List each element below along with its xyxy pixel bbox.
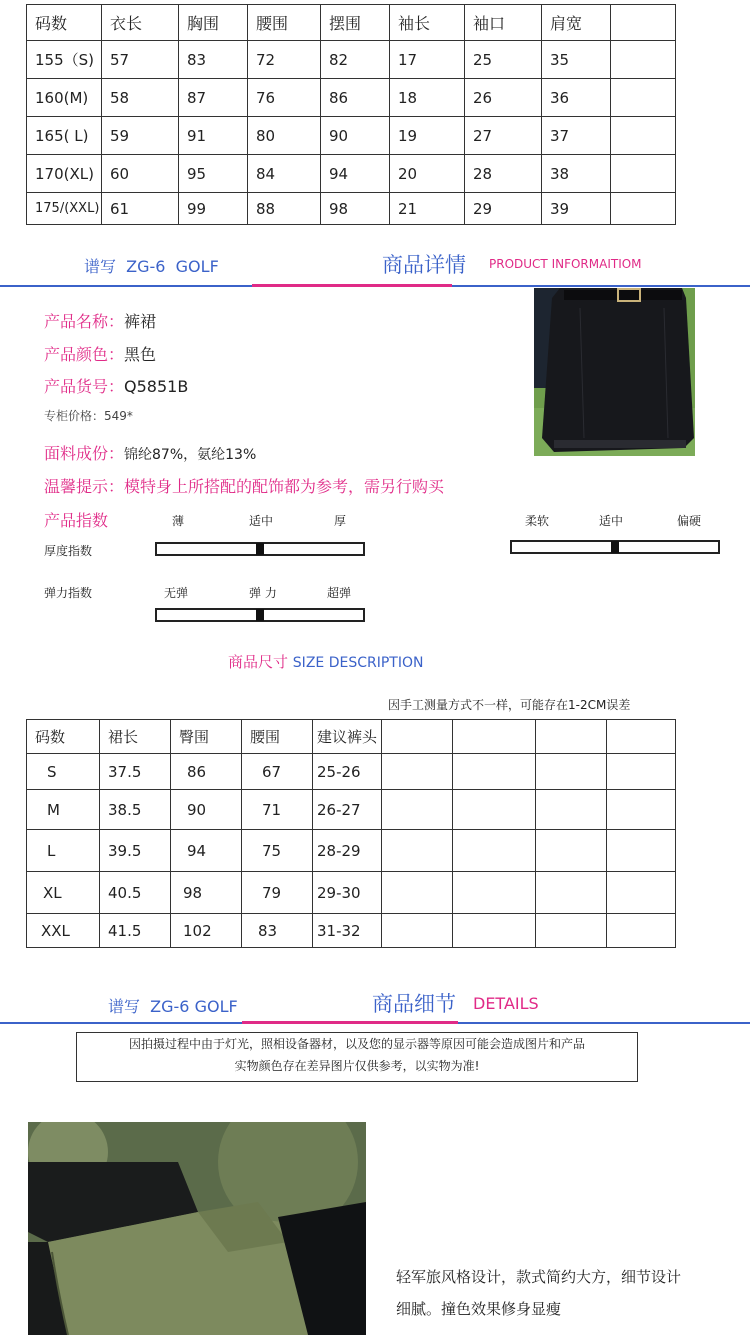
- table-cell: 35: [542, 41, 611, 79]
- header-cell: [607, 720, 676, 754]
- index-title: 产品指数: [44, 511, 109, 530]
- skirt-size-table: [26, 719, 676, 948]
- product-fabric-field: [44, 441, 256, 464]
- table-cell: 27: [465, 117, 542, 155]
- size-title-cn: 商品尺寸: [228, 653, 289, 671]
- table-cell: 88: [248, 193, 321, 225]
- measurement-note: 因手工测量方式不一样，可能存在1-2CM误差: [388, 698, 631, 712]
- section1-subtitle: PRODUCT INFORMAITIOM: [489, 257, 642, 271]
- table-cell: 86: [321, 79, 390, 117]
- table-cell: [607, 754, 676, 790]
- product-fabric-key: 面料成份：: [44, 444, 125, 463]
- table-cell: [536, 790, 607, 830]
- table-cell: [611, 79, 676, 117]
- notice-line2: 实物颜色存在差异图片仅供参考，以实物为准!: [234, 1059, 480, 1073]
- table-cell: S: [27, 754, 100, 790]
- product-color-field: [44, 342, 156, 365]
- header-cell: 胸围: [179, 5, 248, 41]
- table-cell: 98: [321, 193, 390, 225]
- softness-marker: [611, 541, 619, 553]
- table-cell: [611, 117, 676, 155]
- product-name-value: 裤裙: [124, 312, 157, 331]
- header-cell: 袖长: [390, 5, 465, 41]
- table-cell: 61: [102, 193, 179, 225]
- table-cell: 75: [242, 830, 313, 872]
- elastic-marker: [256, 609, 264, 621]
- table-row: [27, 754, 676, 790]
- table-cell: [536, 872, 607, 914]
- section2-brand: 谱写 ZG-6 GOLF: [108, 997, 238, 1016]
- table-cell: 72: [248, 41, 321, 79]
- table-cell: 165( L): [27, 117, 102, 155]
- table-cell: XL: [27, 872, 100, 914]
- product-sku-key: 产品货号：: [44, 377, 125, 396]
- table-cell: [453, 914, 536, 948]
- table-cell: 28-29: [313, 830, 382, 872]
- thickness-scale-high: 厚: [334, 514, 347, 528]
- table-cell: [536, 754, 607, 790]
- section1-accent-bar: [252, 284, 452, 287]
- table-cell: 39: [542, 193, 611, 225]
- table-cell: 37.5: [100, 754, 171, 790]
- softness-scale-high: 偏硬: [677, 514, 702, 528]
- table-cell: 95: [179, 155, 248, 193]
- elastic-scale-mid: 弹 力: [249, 586, 277, 600]
- table-cell: 80: [248, 117, 321, 155]
- table-cell: 67: [242, 754, 313, 790]
- table-cell: [453, 754, 536, 790]
- table-cell: [607, 914, 676, 948]
- table-cell: 98: [171, 872, 242, 914]
- product-tip: 温馨提示：模特身上所搭配的配饰都为参考，需另行购买: [44, 477, 445, 496]
- table-cell: XXL: [27, 914, 100, 948]
- header-cell: 码数: [27, 5, 102, 41]
- table-row: [27, 830, 676, 872]
- table-cell: 84: [248, 155, 321, 193]
- section2-accent-bar: [242, 1021, 458, 1024]
- table-row: [27, 914, 676, 948]
- product-name-key: 产品名称：: [44, 312, 125, 331]
- section2-subtitle: DETAILS: [473, 994, 539, 1013]
- table-cell: 94: [321, 155, 390, 193]
- detail-line2: 细腻。撞色效果修身显瘦: [396, 1300, 562, 1318]
- table-cell: [607, 790, 676, 830]
- table-cell: 58: [102, 79, 179, 117]
- table-cell: 60: [102, 155, 179, 193]
- table-cell: 175/(XXL): [27, 193, 102, 225]
- section1-title: 商品详情: [382, 253, 466, 277]
- table-cell: 86: [171, 754, 242, 790]
- softness-scale-mid: 适中: [599, 514, 624, 528]
- elastic-label: 弹力指数: [44, 586, 93, 600]
- section1-brand: 谱写 ZG-6 GOLF: [84, 257, 219, 276]
- header-cell: 建议裤头: [313, 720, 382, 754]
- table-cell: M: [27, 790, 100, 830]
- header-cell: [382, 720, 453, 754]
- table-cell: 31-32: [313, 914, 382, 948]
- table-cell: [382, 754, 453, 790]
- table-row: [27, 872, 676, 914]
- table-cell: 90: [321, 117, 390, 155]
- table-cell: 91: [179, 117, 248, 155]
- table-cell: [611, 193, 676, 225]
- table-cell: 83: [242, 914, 313, 948]
- header-cell: 摆围: [321, 5, 390, 41]
- header-cell: [611, 5, 676, 41]
- table-cell: 57: [102, 41, 179, 79]
- table-cell: 28: [465, 155, 542, 193]
- table-cell: 41.5: [100, 914, 171, 948]
- size-title-en: SIZE DESCRIPTION: [292, 655, 424, 671]
- header-cell: 肩宽: [542, 5, 611, 41]
- thickness-scale-bar: [155, 542, 365, 556]
- table-cell: 17: [390, 41, 465, 79]
- product-price: 专柜价格：549*: [44, 409, 133, 423]
- table-cell: [611, 41, 676, 79]
- table-cell: 26: [465, 79, 542, 117]
- table-header-row: [27, 720, 676, 754]
- table-cell: 99: [179, 193, 248, 225]
- product-photo: [534, 288, 695, 456]
- table-row: [27, 790, 676, 830]
- thickness-scale-low: 薄: [172, 514, 185, 528]
- table-cell: [382, 914, 453, 948]
- table-cell: 170(XL): [27, 155, 102, 193]
- table-cell: 160(M): [27, 79, 102, 117]
- table-cell: 79: [242, 872, 313, 914]
- table-cell: 25-26: [313, 754, 382, 790]
- table-cell: 26-27: [313, 790, 382, 830]
- table-cell: [607, 872, 676, 914]
- table-row: [27, 193, 676, 225]
- table-cell: 76: [248, 79, 321, 117]
- size-section-title: [228, 651, 423, 672]
- table-cell: 82: [321, 41, 390, 79]
- header-cell: 腰围: [248, 5, 321, 41]
- header-cell: 袖口: [465, 5, 542, 41]
- elastic-scale-high: 超弹: [327, 586, 352, 600]
- elastic-scale-low: 无弹: [164, 586, 189, 600]
- detail-line1: 轻军旅风格设计，款式简约大方，细节设计: [396, 1268, 682, 1286]
- table-cell: [453, 872, 536, 914]
- table-cell: 39.5: [100, 830, 171, 872]
- collar-detail-photo: [28, 1122, 366, 1335]
- table-cell: 90: [171, 790, 242, 830]
- table-cell: [611, 155, 676, 193]
- table-cell: 38.5: [100, 790, 171, 830]
- product-color-value: 黑色: [124, 345, 157, 364]
- product-sku-field: [44, 374, 188, 397]
- table-cell: [382, 790, 453, 830]
- header-cell: 衣长: [102, 5, 179, 41]
- table-cell: 83: [179, 41, 248, 79]
- table-cell: L: [27, 830, 100, 872]
- table-cell: [453, 790, 536, 830]
- section2-title: 商品细节: [372, 992, 456, 1016]
- table-cell: [536, 914, 607, 948]
- skirt-illustration: [534, 288, 695, 456]
- table-row: [27, 155, 676, 193]
- product-color-key: 产品颜色：: [44, 345, 125, 364]
- table-cell: [607, 830, 676, 872]
- header-cell: 臀围: [171, 720, 242, 754]
- thickness-label: 厚度指数: [44, 544, 93, 558]
- notice-line1: 因拍摄过程中由于灯光，照相设备器材，以及您的显示器等原因可能会造成图片和产品: [128, 1037, 585, 1051]
- table-cell: 59: [102, 117, 179, 155]
- table-row: [27, 79, 676, 117]
- table-cell: 29: [465, 193, 542, 225]
- table-cell: 38: [542, 155, 611, 193]
- table-cell: 18: [390, 79, 465, 117]
- table-cell: 20: [390, 155, 465, 193]
- table-row: [27, 41, 676, 79]
- product-name-field: [44, 309, 156, 332]
- table-cell: 94: [171, 830, 242, 872]
- table-cell: 102: [171, 914, 242, 948]
- header-cell: [453, 720, 536, 754]
- product-fabric-value: 锦纶87%，氨纶13%: [124, 447, 257, 463]
- collar-illustration: [28, 1122, 366, 1335]
- table-cell: 71: [242, 790, 313, 830]
- header-cell: 裙长: [100, 720, 171, 754]
- table-cell: 25: [465, 41, 542, 79]
- table-cell: 29-30: [313, 872, 382, 914]
- table-row: [27, 117, 676, 155]
- table-cell: 40.5: [100, 872, 171, 914]
- table-header-row: [27, 5, 676, 41]
- header-cell: 腰围: [242, 720, 313, 754]
- table-cell: [382, 872, 453, 914]
- table-cell: [382, 830, 453, 872]
- table-cell: 21: [390, 193, 465, 225]
- header-cell: [536, 720, 607, 754]
- table-cell: 19: [390, 117, 465, 155]
- product-sku-value: Q5851B: [124, 377, 189, 396]
- softness-scale-low: 柔软: [525, 514, 550, 528]
- table-cell: [453, 830, 536, 872]
- top-size-table: [26, 4, 676, 225]
- thickness-scale-mid: 适中: [249, 514, 274, 528]
- elastic-scale-bar: [155, 608, 365, 622]
- table-cell: 37: [542, 117, 611, 155]
- table-cell: 87: [179, 79, 248, 117]
- table-cell: [536, 830, 607, 872]
- header-cell: 码数: [27, 720, 100, 754]
- table-cell: 155（S): [27, 41, 102, 79]
- table-cell: 36: [542, 79, 611, 117]
- thickness-marker: [256, 543, 264, 555]
- softness-scale-bar: [510, 540, 720, 554]
- notice-box: [76, 1032, 638, 1082]
